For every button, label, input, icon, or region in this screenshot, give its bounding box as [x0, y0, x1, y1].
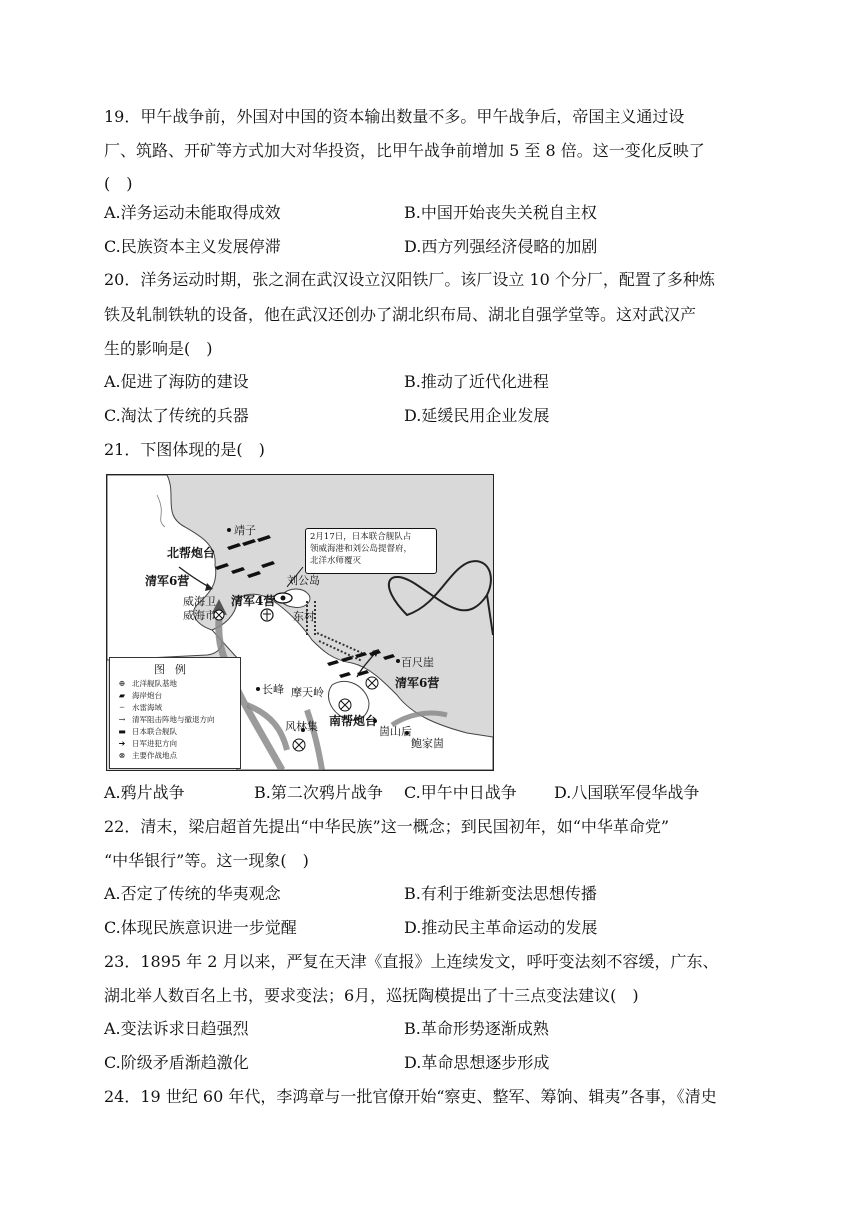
q22-option-b: B.有利于维新变法思想传播 — [404, 884, 597, 903]
q20-line-2: 铁及轧制铁轨的设备，他在武汉还创办了湖北织布局、湖北自强学堂等。这对武汉产 — [104, 305, 697, 324]
q19-option-a: A.洋务运动未能取得成效 — [104, 203, 281, 222]
q19-line-2: 厂、筑路、开矿等方式加大对华投资，比甲午战争前增加 5 至 8 倍。这一变化反映了 — [104, 141, 705, 160]
q22-line-1: 22．清末，梁启超首先提出“中华民族”这一概念；到民国初年，如“中华革命党” — [104, 817, 670, 836]
retreat-arrow-icon: → — [118, 715, 126, 724]
place-baichiya: 百尺崖 — [401, 656, 434, 669]
q20-option-b: B.推动了近代化进程 — [404, 372, 549, 391]
legend-item-advance: 日军进犯方向 — [132, 739, 177, 748]
place-qing-6-left: 清军6营 — [145, 574, 190, 588]
place-qing-6-right: 清军6营 — [395, 676, 440, 690]
q21-line-1: 21．下图体现的是( ) — [104, 440, 265, 459]
place-dongcun: 东村 — [293, 610, 315, 623]
q19-option-b: B.中国开始丧失关税自主权 — [404, 203, 597, 222]
place-changfeng: 长峰 — [262, 683, 284, 696]
q21-option-d: D.八国联军侵华战争 — [554, 783, 700, 802]
callout-line-2: 领威海港和刘公岛提督府， — [310, 544, 413, 554]
q21-option-c: C.甲午中日战争 — [404, 783, 517, 802]
q19-option-d: D.西方列强经济侵略的加剧 — [404, 237, 598, 256]
place-liugongdao: 刘公岛 — [287, 574, 320, 587]
legend-item-mine-field: 水雷海域 — [132, 703, 162, 712]
place-baojiatuan: 鲍家崮 — [411, 737, 444, 750]
place-fenglinji: 风林集 — [285, 720, 318, 733]
q20-line-3: 生的影响是( ) — [104, 339, 213, 358]
place-zhaoshanhou: 崮山后 — [379, 725, 412, 738]
callout-line-1: 2月17日，日本联合舰队占 — [310, 532, 412, 542]
legend-item-fleet-base: 北洋舰队基地 — [132, 679, 177, 688]
q19-line-3: ( ) — [104, 174, 133, 193]
place-nanbang-fort: 南帮炮台 — [329, 714, 378, 728]
place-weihaiwei: 威海卫 — [183, 595, 216, 608]
place-weihaishi: 威海市 — [183, 609, 216, 622]
q20-line-1: 20．洋务运动时期，张之洞在武汉设立汉阳铁厂。该厂设立 10 个分厂，配置了多种炼 — [104, 270, 715, 289]
mine-field-icon: ┈ — [119, 703, 125, 712]
legend-title: 图例 — [154, 663, 196, 676]
q21-option-b: B.第二次鸦片战争 — [254, 783, 383, 802]
q23-option-a: A.变法诉求日趋强烈 — [104, 1019, 249, 1038]
place-jingzi: 靖子 — [234, 524, 256, 537]
q20-option-d: D.延缓民用企业发展 — [404, 406, 550, 425]
q22-option-d: D.推动民主革命运动的发展 — [404, 918, 598, 937]
q23-line-2: 湖北举人数百名上书，要求变法；6月，巡抚陶模提出了十三点变法建议( ) — [104, 986, 639, 1005]
q23-option-c: C.阶级矛盾渐趋激化 — [104, 1053, 249, 1072]
q21-option-a: A.鸦片战争 — [104, 783, 185, 802]
legend-item-japanese-fleet: 日本联合舰队 — [132, 727, 177, 736]
q23-line-1: 23．1895 年 2 月以来，严复在天津《直报》上连续发文，呼吁变法刻不容缓，广东、 — [104, 952, 719, 971]
fleet-base-icon: ⊕ — [118, 679, 126, 688]
q23-option-b: B.革命形势逐渐成熟 — [404, 1019, 549, 1038]
legend-item-coastal-fort: 海岸炮台 — [132, 691, 162, 700]
legend-item-battle-site: 主要作战地点 — [132, 751, 177, 760]
coastal-fort-icon: ▰ — [118, 691, 126, 700]
map-callout — [305, 528, 437, 574]
place-beibang-fort: 北帮炮台 — [167, 546, 216, 560]
q23-option-d: D.革命思想逐步形成 — [404, 1053, 550, 1072]
battle-map — [106, 474, 494, 771]
legend-item-retreat: 清军阻击阵地与撤退方向 — [132, 715, 215, 724]
q20-option-a: A.促进了海防的建设 — [104, 372, 249, 391]
advance-arrow-icon: ➔ — [118, 739, 126, 748]
japanese-fleet-icon: ▬ — [118, 727, 126, 736]
q24-line-1: 24．19 世纪 60 年代，李鸿章与一批官僚开始“察吏、整军、筹饷、辑夷”各事，《清史 — [104, 1087, 717, 1106]
q20-option-c: C.淘汰了传统的兵器 — [104, 406, 249, 425]
map-legend — [109, 657, 241, 769]
q19-line-1: 19．甲午战争前，外国对中国的资本输出数量不多。甲午战争后，帝国主义通过设 — [104, 107, 685, 126]
q22-option-a: A.否定了传统的华夷观念 — [104, 884, 281, 903]
q22-option-c: C.体现民族意识进一步觉醒 — [104, 918, 297, 937]
battle-site-icon: ⊗ — [118, 751, 126, 760]
place-qing-4: 清军4营 — [231, 594, 276, 608]
q19-option-c: C.民族资本主义发展停滞 — [104, 237, 281, 256]
callout-line-3: 北洋水师覆灭 — [310, 556, 362, 566]
q22-line-2: “中华银行”等。这一现象( ) — [104, 851, 309, 870]
place-motianling: 摩天岭 — [291, 686, 324, 699]
